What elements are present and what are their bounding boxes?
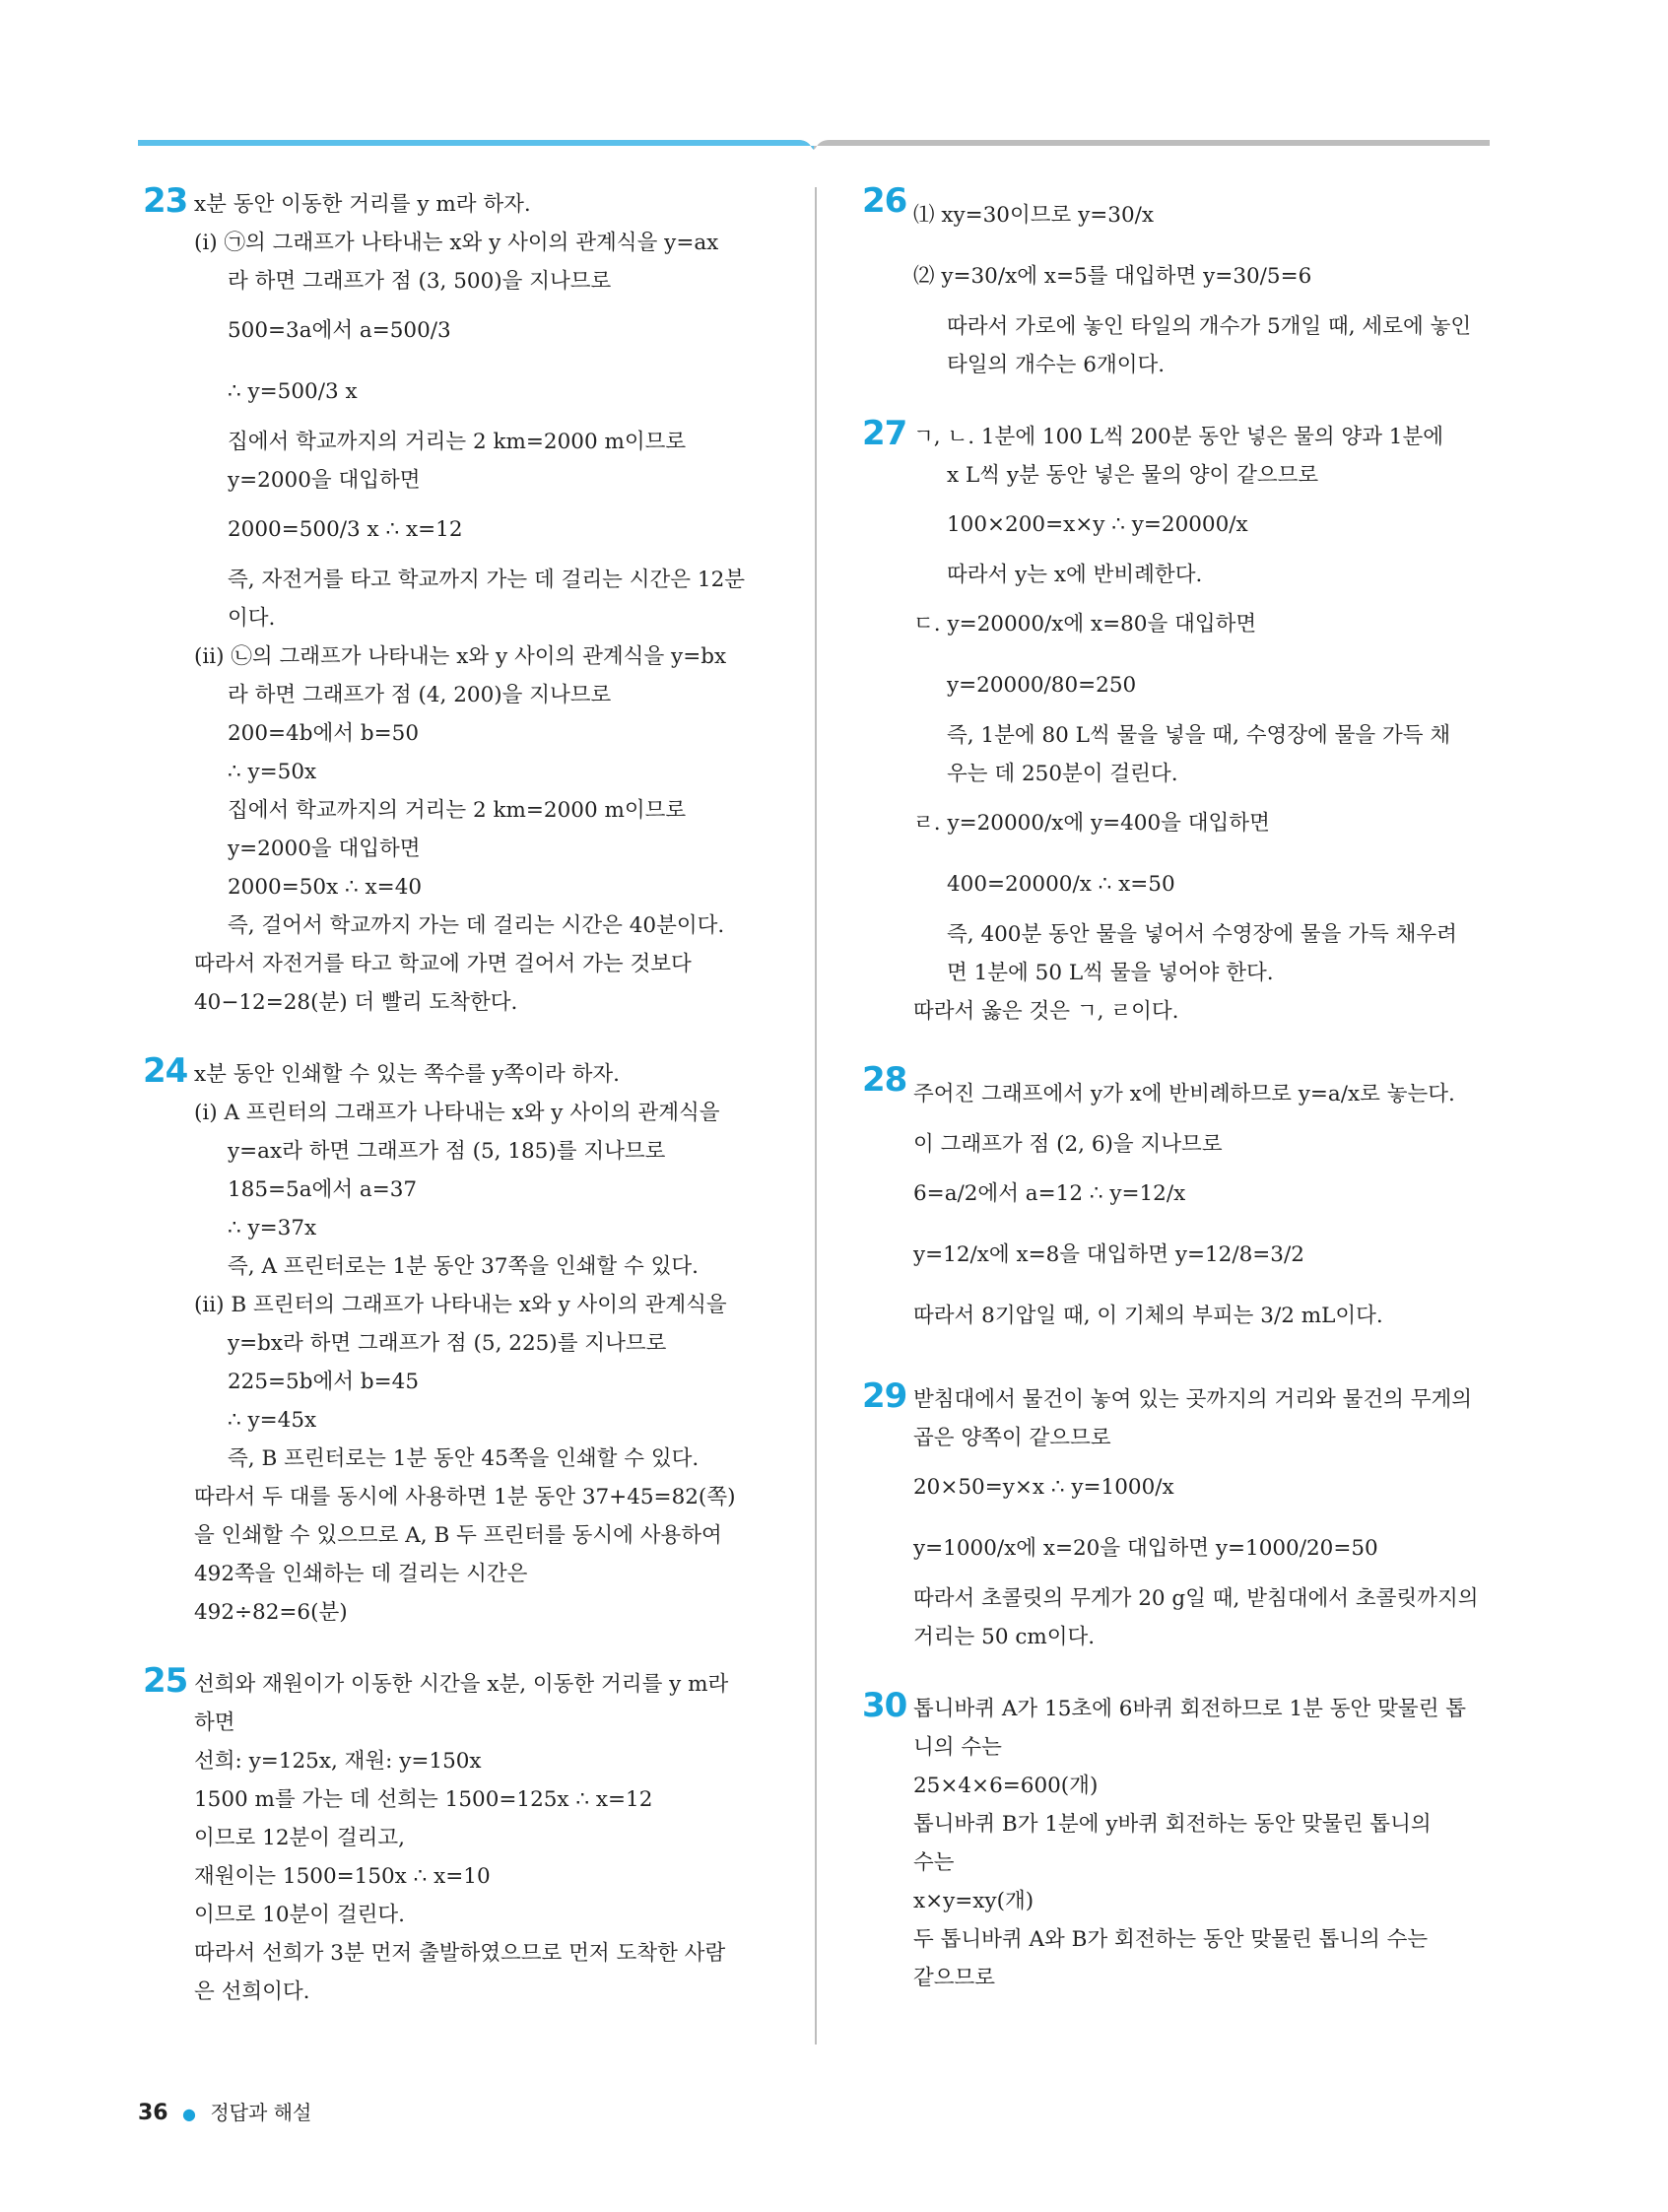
solution-line: 492쪽을 인쇄하는 데 걸리는 시간은 bbox=[194, 1562, 528, 1586]
solution-line: 즉, 걸어서 학교까지 가는 데 걸리는 시간은 40분이다. bbox=[228, 913, 725, 938]
solution-line: 1500 m를 가는 데 선희는 1500=125x ∴ x=12 bbox=[194, 1787, 653, 1812]
solution-line: 225=5b에서 b=45 bbox=[228, 1370, 420, 1394]
solution-line: 400=20000/x ∴ x=50 bbox=[947, 872, 1175, 897]
solution-line: 라 하면 그래프가 점 (3, 500)을 지나므로 bbox=[228, 269, 612, 294]
solution-line: 따라서 y는 x에 반비례한다. bbox=[947, 563, 1203, 587]
solution-line: 100×200=x×y ∴ y=20000/x bbox=[947, 512, 1248, 537]
solution-line: 라 하면 그래프가 점 (4, 200)을 지나므로 bbox=[228, 683, 612, 707]
solution-line: 따라서 초콜릿의 무게가 20 g일 때, 받침대에서 초콜릿까지의 bbox=[913, 1586, 1479, 1611]
solution-line: y=bx라 하면 그래프가 점 (5, 225)를 지나므로 bbox=[228, 1331, 667, 1356]
solution-line: y=12/x에 x=8을 대입하면 y=12/8=3/2 bbox=[913, 1242, 1304, 1267]
solution-line: 주어진 그래프에서 y가 x에 반비례하므로 y=a/x로 놓는다. bbox=[913, 1082, 1455, 1106]
solution-line: 따라서 가로에 놓인 타일의 개수가 5개일 때, 세로에 놓인 bbox=[947, 314, 1472, 339]
problem-24 bbox=[143, 1051, 754, 1632]
solution-line: 이다. bbox=[228, 606, 276, 631]
solution-line: ∴ y=45x bbox=[228, 1408, 317, 1433]
problem-number: 25 bbox=[143, 1661, 188, 1701]
page-footer bbox=[138, 2097, 311, 2125]
solution-line: (ⅱ) ㉡의 그래프가 나타내는 x와 y 사이의 관계식을 y=bx bbox=[194, 644, 727, 669]
solution-line: 200=4b에서 b=50 bbox=[228, 721, 420, 746]
solution-line: ∴ y=37x bbox=[228, 1216, 317, 1240]
solution-line: 즉, A 프린터로는 1분 동안 37쪽을 인쇄할 수 있다. bbox=[228, 1254, 699, 1279]
solution-line: 톱니바퀴 B가 1분에 y바퀴 회전하는 동안 맞물린 톱니의 bbox=[913, 1812, 1432, 1837]
problem-27 bbox=[862, 414, 1473, 1031]
problem-number: 26 bbox=[862, 181, 907, 221]
solution-line: ∴ y=50x bbox=[228, 760, 317, 784]
solution-line: 따라서 옳은 것은 ㄱ, ㄹ이다. bbox=[913, 999, 1179, 1024]
solution-line: 이므로 10분이 걸린다. bbox=[194, 1903, 406, 1927]
solution-line: 받침대에서 물건이 놓여 있는 곳까지의 거리와 물건의 무게의 bbox=[913, 1387, 1473, 1412]
problem-number: 27 bbox=[862, 414, 907, 453]
problem-25 bbox=[143, 1661, 754, 2011]
solution-line: ㄹ. y=20000/x에 y=400을 대입하면 bbox=[913, 811, 1270, 836]
solution-line: 수는 bbox=[913, 1850, 955, 1875]
solution-line: ㄱ, ㄴ. 1분에 100 L씩 200분 동안 넣은 물의 양과 1분에 bbox=[913, 425, 1444, 449]
problem-number: 28 bbox=[862, 1060, 907, 1100]
solution-line: x L씩 y분 동안 넣은 물의 양이 같으므로 bbox=[947, 463, 1319, 488]
solution-line: 면 1분에 50 L씩 물을 넣어야 한다. bbox=[947, 961, 1274, 985]
solution-line: y=2000을 대입하면 bbox=[228, 468, 421, 493]
problem-23 bbox=[143, 181, 754, 1022]
solution-line: 이 그래프가 점 (2, 6)을 지나므로 bbox=[913, 1132, 1223, 1157]
footer-bullet-icon: ● bbox=[181, 2105, 196, 2123]
solution-line: 두 톱니바퀴 A와 B가 회전하는 동안 맞물린 톱니의 수는 bbox=[913, 1927, 1429, 1952]
solution-line: 선희: y=125x, 재원: y=150x bbox=[194, 1749, 482, 1774]
solution-line: 2000=500/3 x ∴ x=12 bbox=[228, 517, 463, 542]
solution-line: 185=5a에서 a=37 bbox=[228, 1177, 418, 1202]
solution-line: ∴ y=500/3 x bbox=[228, 379, 358, 404]
problem-29 bbox=[862, 1376, 1479, 1656]
solution-line: 20×50=y×x ∴ y=1000/x bbox=[913, 1475, 1174, 1500]
footer-label: 정답과 해설 bbox=[210, 2101, 312, 2124]
solution-line: 492÷82=6(분) bbox=[194, 1600, 348, 1625]
solution-line: 을 인쇄할 수 있으므로 A, B 두 프린터를 동시에 사용하여 bbox=[194, 1523, 722, 1548]
column-divider bbox=[815, 187, 817, 2044]
solution-line: 은 선희이다. bbox=[194, 1979, 310, 2004]
solution-line: 500=3a에서 a=500/3 bbox=[228, 318, 451, 343]
solution-line: 재원이는 1500=150x ∴ x=10 bbox=[194, 1864, 491, 1889]
solution-line: 25×4×6=600(개) bbox=[913, 1774, 1099, 1798]
solution-line: 거리는 50 cm이다. bbox=[913, 1625, 1096, 1649]
solution-line: 2000=50x ∴ x=40 bbox=[228, 875, 423, 900]
problem-28 bbox=[862, 1060, 1473, 1347]
solution-line: y=1000/x에 x=20을 대입하면 y=1000/20=50 bbox=[913, 1536, 1378, 1561]
solution-line: 톱니바퀴 A가 15초에 6바퀴 회전하므로 1분 동안 맞물린 톱 bbox=[913, 1697, 1467, 1721]
solution-line: x분 동안 이동한 거리를 y m라 하자. bbox=[194, 192, 531, 217]
solution-line: 타일의 개수는 6개이다. bbox=[947, 353, 1166, 377]
solution-line: 곱은 양쪽이 같으므로 bbox=[913, 1426, 1111, 1450]
solution-line: 집에서 학교까지의 거리는 2 km=2000 m이므로 bbox=[228, 430, 687, 454]
solution-line: 선희와 재원이가 이동한 시간을 x분, 이동한 거리를 y m라 bbox=[194, 1672, 729, 1697]
page-number: 36 bbox=[138, 2101, 168, 2125]
solution-line: 하면 bbox=[194, 1710, 235, 1735]
solution-line: 따라서 8기압일 때, 이 기체의 부피는 3/2 mL이다. bbox=[913, 1304, 1383, 1328]
problem-30 bbox=[862, 1686, 1473, 1997]
header-tab-shape bbox=[138, 138, 1490, 150]
solution-line: y=2000을 대입하면 bbox=[228, 837, 421, 861]
solution-line: y=20000/80=250 bbox=[947, 673, 1137, 698]
solution-line: (ⅱ) B 프린터의 그래프가 나타내는 x와 y 사이의 관계식을 bbox=[194, 1293, 727, 1317]
solution-line: 같으므로 bbox=[913, 1966, 996, 1990]
solution-line: y=ax라 하면 그래프가 점 (5, 185)를 지나므로 bbox=[228, 1139, 666, 1164]
solution-line: (ⅰ) ㉠의 그래프가 나타내는 x와 y 사이의 관계식을 y=ax bbox=[194, 231, 719, 255]
problem-number: 24 bbox=[143, 1051, 188, 1091]
solution-line: x×y=xy(개) bbox=[913, 1889, 1034, 1913]
problem-number: 29 bbox=[862, 1376, 907, 1416]
problem-26 bbox=[862, 181, 1473, 384]
solution-line: 니의 수는 bbox=[913, 1735, 1002, 1760]
problem-number: 30 bbox=[862, 1686, 907, 1725]
solution-line: 이므로 12분이 걸리고, bbox=[194, 1826, 406, 1850]
page-header-bar bbox=[138, 138, 1490, 150]
solution-line: 즉, B 프린터로는 1분 동안 45쪽을 인쇄할 수 있다. bbox=[228, 1446, 700, 1471]
solution-line: 따라서 선희가 3분 먼저 출발하였으므로 먼저 도착한 사람 bbox=[194, 1941, 726, 1966]
solution-line: ㄷ. y=20000/x에 x=80을 대입하면 bbox=[913, 612, 1257, 637]
solution-line: 따라서 두 대를 동시에 사용하면 1분 동안 37+45=82(쪽) bbox=[194, 1485, 736, 1509]
left-column bbox=[143, 181, 754, 2044]
solution-line: ⑵ y=30/x에 x=5를 대입하면 y=30/5=6 bbox=[913, 264, 1312, 289]
solution-line: x분 동안 인쇄할 수 있는 쪽수를 y쪽이라 하자. bbox=[194, 1062, 621, 1087]
solution-line: 즉, 400분 동안 물을 넣어서 수영장에 물을 가득 채우려 bbox=[947, 922, 1457, 947]
solution-line: 따라서 자전거를 타고 학교에 가면 걸어서 가는 것보다 bbox=[194, 952, 692, 976]
solution-line: 6=a/2에서 a=12 ∴ y=12/x bbox=[913, 1181, 1186, 1206]
solution-line: 즉, 자전거를 타고 학교까지 가는 데 걸리는 시간은 12분 bbox=[228, 568, 746, 592]
solution-line: 40−12=28(분) 더 빨리 도착한다. bbox=[194, 990, 518, 1015]
solution-line: 집에서 학교까지의 거리는 2 km=2000 m이므로 bbox=[228, 798, 687, 823]
solution-line: 즉, 1분에 80 L씩 물을 넣을 때, 수영장에 물을 가득 채 bbox=[947, 723, 1451, 748]
problem-number: 23 bbox=[143, 181, 188, 221]
right-column bbox=[862, 181, 1479, 2031]
solution-line: ⑴ xy=30이므로 y=30/x bbox=[913, 203, 1155, 228]
solution-line: 우는 데 250분이 걸린다. bbox=[947, 762, 1178, 786]
solution-line: (ⅰ) A 프린터의 그래프가 나타내는 x와 y 사이의 관계식을 bbox=[194, 1101, 720, 1125]
